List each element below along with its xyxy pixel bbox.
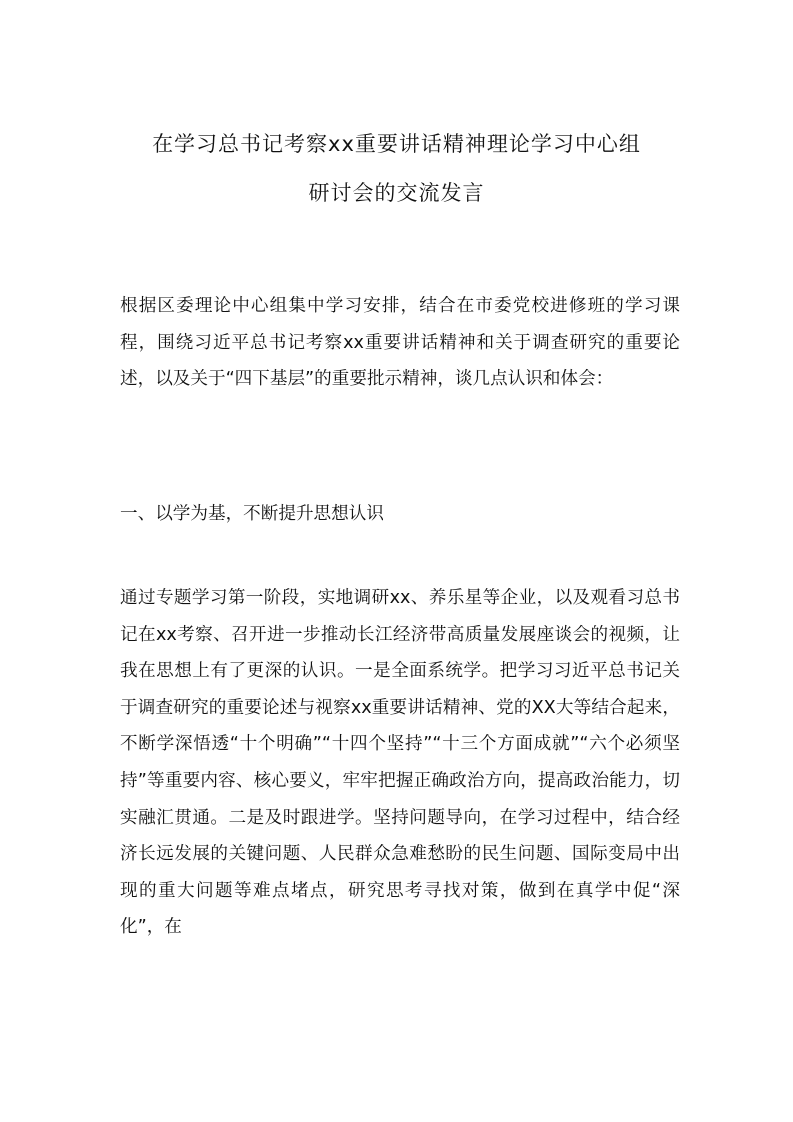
section-heading-1: 一、以学为基，不断提升思想认识 <box>120 504 384 524</box>
section-1-paragraph: 通过专题学习第一阶段，实地调研xx、养乐星等企业，以及观看习总书记在xx考察、召开进一步推动长江经济带高质量发展座谈会的视频，让我在思想上有了更深的认识。一是全面系统学。把学习习近平总书记关于调查研究的重要论述与视察xx重要讲话精神、党的XX大等结合起来，不断学深悟透“十个明确”“十四个坚持”“十三个方面成就”“六个必须坚持”等重要内容、核心要义，牢牢把握正确政治方向，提高政治能力，切实融汇贯通。二是及时跟进学。坚持问题导向，在学习过程中，结合经济长远发展的关键问题、人民群众急难愁盼的民生问题、国际变局中出现的重大问题等难点堵点，研究思考寻找对策，做到在真学中促“深化”，在 <box>120 588 680 938</box>
document-title-line-2: 研讨会的交流发言 <box>308 181 485 205</box>
intro-paragraph: 根据区委理论中心组集中学习安排，结合在市委党校进修班的学习课程，围绕习近平总书记考察xx重要讲话精神和关于调查研究的重要论述，以及关于“四下基层”的重要批示精神，谈几点认识和体会： <box>120 296 680 390</box>
document-title-line-1: 在学习总书记考察xx重要讲话精神理论学习中心组 <box>152 132 641 156</box>
